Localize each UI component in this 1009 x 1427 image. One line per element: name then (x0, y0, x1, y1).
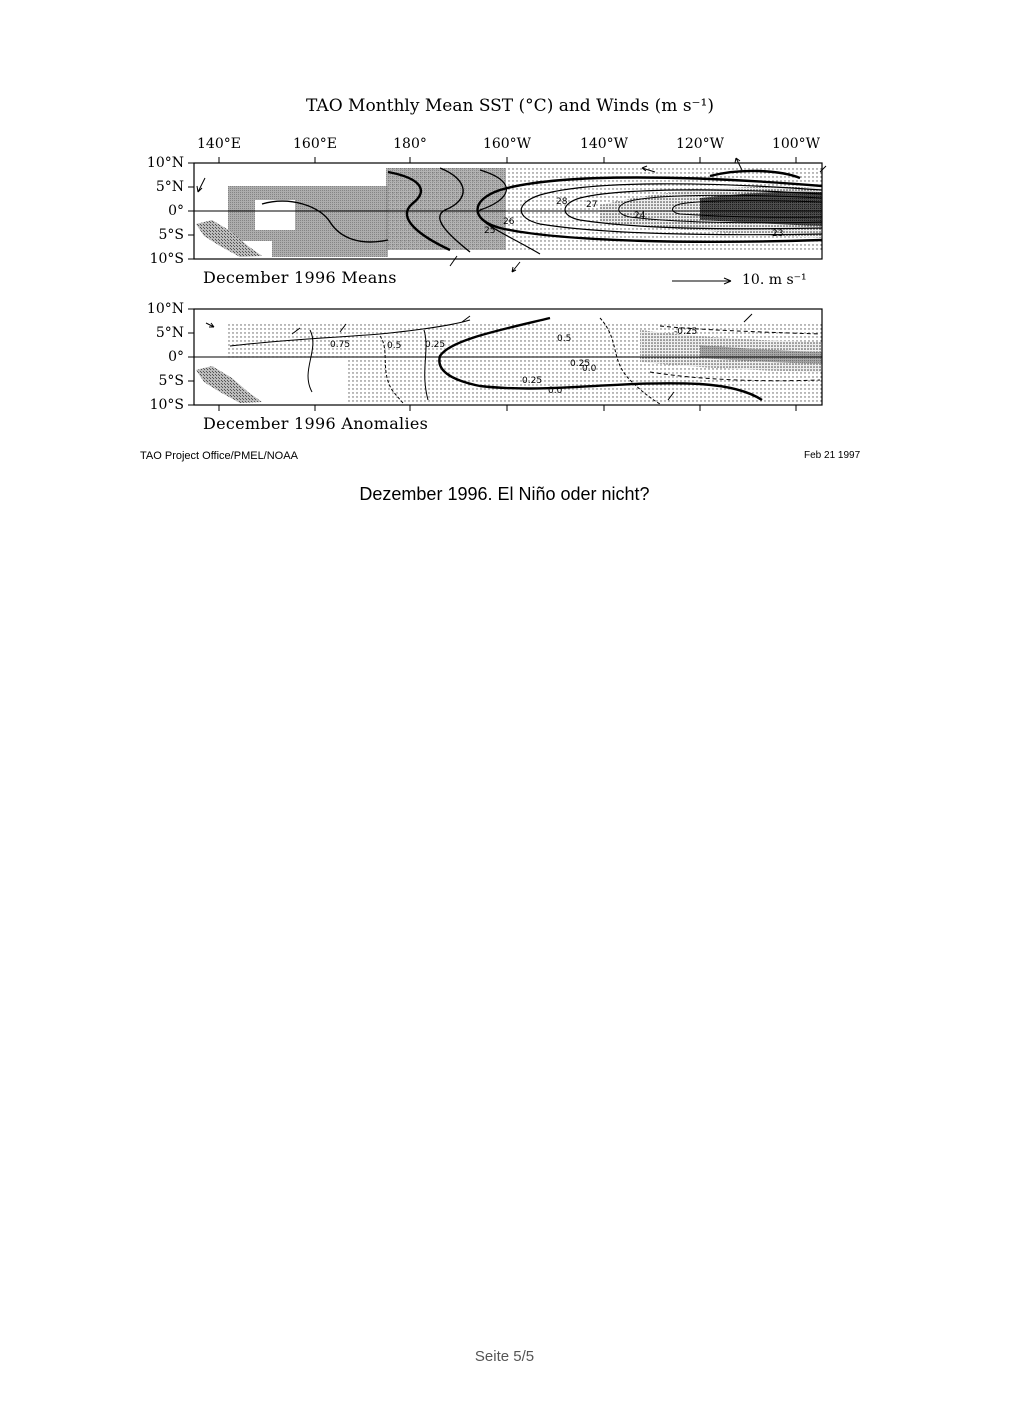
lon-label-160e: 160°E (293, 136, 337, 152)
wind-scale-arrow (672, 278, 731, 284)
lat-label-10s: 10°S (149, 251, 184, 267)
means-panel-title: December 1996 Means (203, 268, 397, 287)
contour-label: 0.5 (557, 334, 572, 344)
contour-label: 24 (634, 211, 646, 221)
lon-label-140e: 140°E (197, 136, 241, 152)
contour-label: 23 (772, 229, 784, 239)
lat-label-10s-anom: 10°S (149, 397, 184, 413)
anomalies-panel (188, 309, 822, 411)
contour-label: 0.0 (548, 386, 563, 396)
lon-label-180: 180° (393, 136, 427, 152)
lon-label-100w: 100°W (771, 136, 821, 152)
lat-label-5n-anom: 5°N (155, 325, 184, 341)
lat-label-5n: 5°N (155, 179, 184, 195)
lat-label-5s: 5°S (158, 227, 184, 243)
figure-date: Feb 21 1997 (804, 450, 861, 461)
lon-label-140w: 140°W (579, 136, 629, 152)
contour-label: 25 (484, 226, 496, 236)
means-panel (188, 157, 826, 284)
figure-graphics (0, 0, 1009, 520)
contour-label: 27 (586, 200, 598, 210)
lat-label-5s-anom: 5°S (158, 373, 184, 389)
lat-label-0-anom: 0° (168, 349, 184, 365)
contour-label: 0.0 (582, 364, 597, 374)
lat-label-0: 0° (168, 203, 184, 219)
lon-label-160w: 160°W (482, 136, 532, 152)
wind-scale-label: 10. m s⁻¹ (742, 272, 807, 288)
contour-label: -0.25 (674, 327, 698, 337)
contour-label: 0.5 (387, 341, 402, 351)
figure-caption: Dezember 1996. El Niño oder nicht? (359, 484, 650, 504)
figure-credit: TAO Project Office/PMEL/NOAA (140, 450, 298, 462)
anomalies-panel-title: December 1996 Anomalies (203, 414, 429, 433)
contour-label: 0.25 (522, 376, 543, 386)
figure-title: TAO Monthly Mean SST (°C) and Winds (m s⁻¹) (306, 96, 714, 116)
contour-label: 0.25 (570, 359, 591, 369)
page-number-footer: Seite 5/5 (474, 1348, 535, 1365)
contour-label: 0.75 (330, 340, 351, 350)
contour-label: 26 (503, 217, 515, 227)
contour-label: 0.25 (425, 340, 446, 350)
contour-label: 28 (556, 197, 568, 207)
lon-label-120w: 120°W (675, 136, 725, 152)
lat-label-10n: 10°N (146, 155, 184, 171)
lat-label-10n-anom: 10°N (146, 301, 184, 317)
